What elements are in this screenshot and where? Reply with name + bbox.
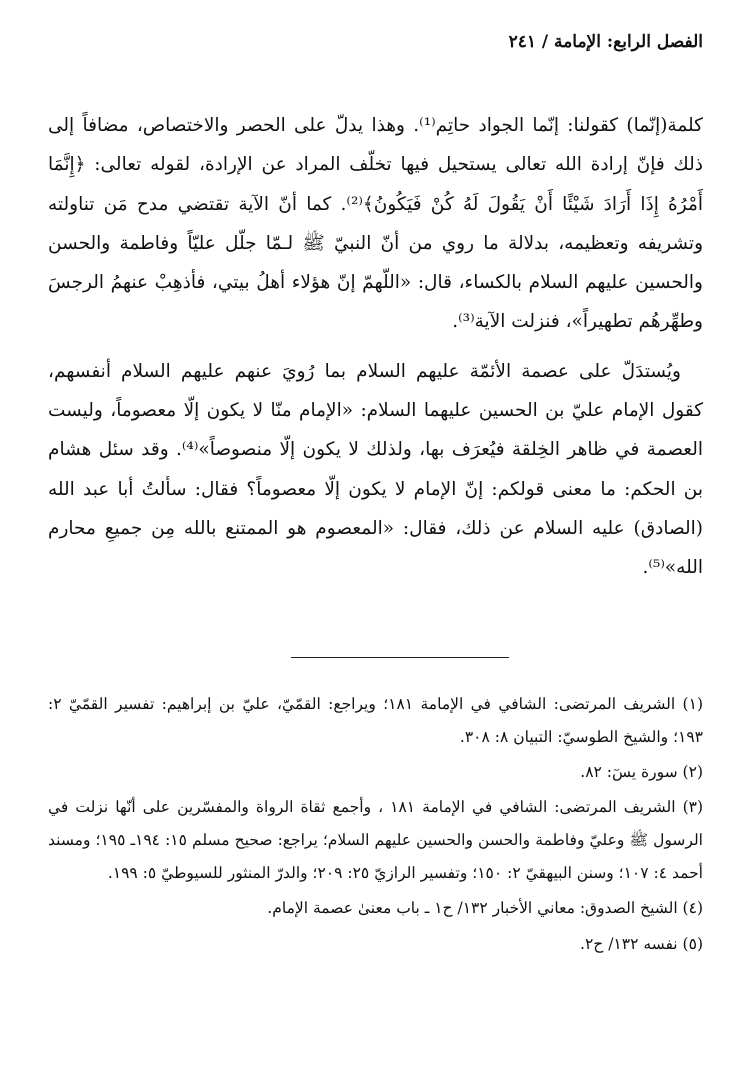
footnote-2: (٢) سورة يسٓ: ٨٢. — [580, 762, 703, 781]
book-page — [48, 24, 703, 1081]
paragraph-1: كلمة(إنّما) كقولنا: إنّما الجواد حاتِم⁽¹⁾. وهذا يدلّ على الحصر والاختصاص، مضافاً إلى ذلك فإنّ إرادة الله تعالى يستحيل فيها تخلّف المراد عن الإرادة، لقوله تعالى: ﴿إِنَّمَا أَمْرُهُ إِذَا أَرَادَ شَيْئًا أَنْ يَقُولَ لَهُ كُنْ فَيَكُونُ﴾⁽²⁾. كما أنّ الآية تقتضي مدح مَن تناولته وتشريفه وتعظيمه، بدلالة ما روي من أنّ النبيّ ﷺ لـمّا جلّل عليّاً وفاطمة والحسن والحسين عليهم السلام بالكساء، قال: «اللّهمّ إنّ هؤلاء أهلُ بيتي، فأذهِبْ عنهمُ الرجسَ وطهِّرهُم تطهيراً»، فنزلت الآية⁽³⁾. — [48, 115, 703, 333]
footnote-1: (١) الشريف المرتضى: الشافي في الإمامة ١٨١؛ ويراجع: القمّيّ، عليّ بن إبراهيم: تفسير القمّيّ ٢: ١٩٣؛ والشيخ الطوسيّ: التبيان ٨: ٣٠٨. — [48, 695, 703, 746]
footnote-separator — [291, 657, 509, 658]
running-header: الفصل الرابع: الإمامة / ٢٤١ — [508, 32, 703, 52]
paragraph-2: ويُستدَلّ على عصمة الأئمّة عليهم السلام بما رُويَ عنهم عليهم السلام أنفسهم، كقول الإمام عليّ بن الحسين عليهما السلام: «الإمام منّا لا يكون إلّا معصوماً، وليست العصمة في ظاهر الخِلقة فيُعرَف بها، ولذلك لا يكون إلّا منصوصاً»⁽⁴⁾. وقد سئل هشام بن الحكم: ما معنى قولكم: إنّ الإمام لا يكون إلّا معصوماً؟ فقال: سألتُ أبا عبد الله (الصادق) عليه السلام عن ذلك، فقال: «المعصوم هو الممتنع بالله مِن جميعِ محارم الله»⁽⁵⁾. — [48, 360, 704, 579]
footnote-4: (٤) الشيخ الصدوق: معاني الأخبار ١٣٢/ ح١ ـ باب معنىٰ عصمة الإمام. — [267, 898, 703, 917]
footnote-3: (٣) الشريف المرتضى: الشافي في الإمامة ١٨١ ، وأجمع ثقاة الرواة والمفسّرين على أنّها نزلت في الرسول ﷺ وعليّ وفاطمة والحسن والحسين عليهم السلام؛ يراجع: صحيح مسلم ١٥: ١٩٤ـ ١٩٥؛ ومسند أحمد ٤: ١٠٧؛ وسنن البيهقيّ ٢: ١٥٠؛ وتفسير الرازيّ ٢٥: ٢٠٩؛ والدرّ المنثور للسيوطيّ ٥: ١٩٩. — [48, 798, 704, 882]
main-text — [48, 106, 703, 588]
footnote-5: (٥) نفسه ١٣٢/ ح٢. — [580, 934, 703, 953]
footnotes — [48, 688, 703, 962]
